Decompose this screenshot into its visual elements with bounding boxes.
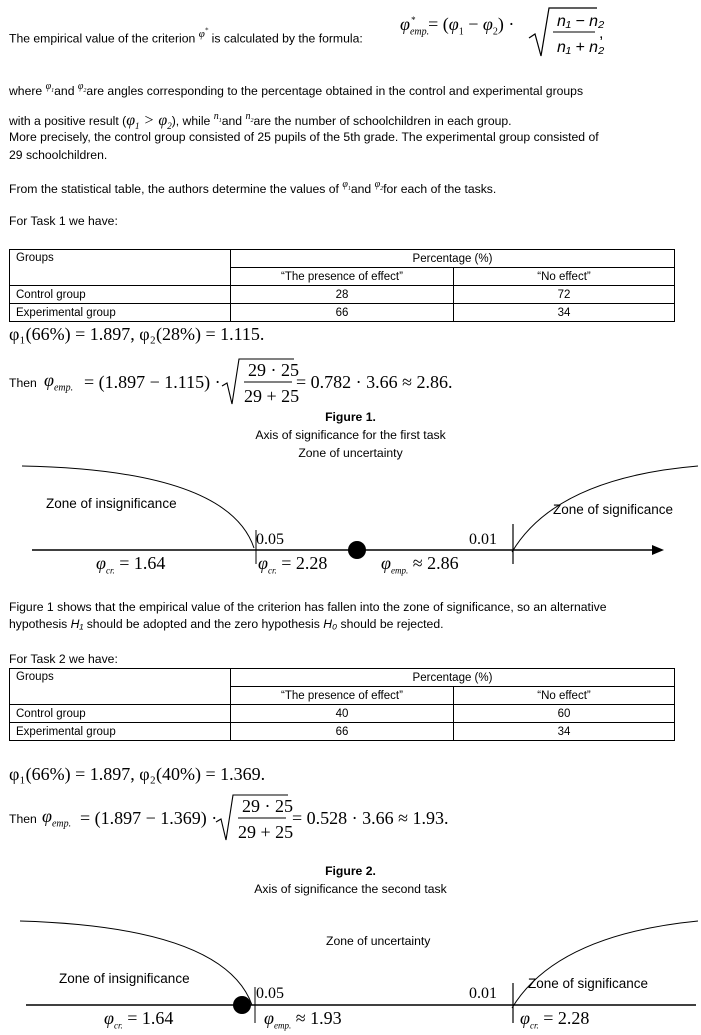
significance-label: Zone of significance — [528, 976, 649, 991]
percentage-header: Percentage (%) — [231, 250, 675, 268]
intro-text: is calculated by the formula: — [211, 31, 363, 46]
table-row — [10, 250, 675, 268]
phi-emp-label: $\varphi_{emp.} \approx 2.86$ — [381, 553, 459, 576]
phi-cr-164: $\varphi_{cr.} = 1.64$ — [104, 1008, 174, 1031]
h1-symbol: H₁ — [70, 617, 84, 631]
figure2-subtitle: Axis of significance the second task — [254, 882, 447, 896]
significance-curve — [512, 921, 698, 1008]
group-cell: Experimental group — [10, 304, 231, 322]
phi-cr-value: = 2.28 — [543, 1008, 590, 1028]
phi-cr-228: $\varphi_{cr.} = 2.28$ — [520, 1008, 590, 1031]
intro-line-1 — [9, 26, 363, 46]
n1-symbol: n1 — [213, 111, 222, 124]
p001-label: 0.01 — [469, 985, 497, 1002]
axis-arrowhead — [652, 545, 664, 555]
effect-cell: 66 — [231, 723, 454, 741]
task2-calc-right: = 0.528 · 3.66 ≈ 1.93. — [292, 808, 449, 828]
phi-inequality: $\varphi_1 > \varphi_2$ — [126, 112, 172, 132]
p001-label: 0.01 — [469, 531, 497, 548]
table-row — [10, 286, 675, 304]
intro-line-4: More precisely, the control group consisted of 25 pupils of the 5th grade. The experimental group consisted of — [9, 130, 599, 144]
table-row — [10, 705, 675, 723]
task2-phi-values: φ₁(66%) = 1.897, φ₂(40%) = 1.369. — [9, 764, 266, 784]
task1-then: Then — [9, 376, 37, 390]
empirical-point — [348, 541, 366, 559]
table-row — [10, 304, 675, 322]
no-effect-cell: 34 — [454, 723, 675, 741]
formula-sqrt — [527, 4, 607, 60]
no-effect-cell: 72 — [454, 286, 675, 304]
figure1-explanation-2: hypothesis H₁ should be adopted and the zero hypothesis H₀ should be rejected. — [9, 617, 444, 631]
task1-frac-num: 29 · 25 — [248, 360, 299, 380]
group-cell: Control group — [10, 286, 231, 304]
insignificance-label: Zone of insignificance — [46, 496, 177, 511]
task2-calc-left: = (1.897 − 1.369) · — [80, 808, 218, 828]
phi1-symbol: φ1 — [342, 179, 351, 192]
task1-table — [9, 249, 675, 322]
task2-heading: For Task 2 we have: — [9, 652, 118, 666]
group-cell: Experimental group — [10, 723, 231, 741]
empirical-point — [233, 996, 251, 1014]
phi-cr-164: $\varphi_{cr.} = 1.64$ — [96, 553, 166, 576]
p005-label: 0.05 — [256, 985, 284, 1002]
figure2-title: Figure 2. — [325, 864, 376, 878]
task2-then: Then — [9, 812, 37, 826]
figure1-uncertainty: Zone of uncertainty — [298, 446, 403, 460]
task1-calc-left: = (1.897 − 1.115) · — [84, 372, 221, 392]
figure1-subtitle: Axis of significance for the first task — [255, 428, 446, 442]
percentage-header: Percentage (%) — [231, 669, 675, 687]
intro-line-3: with a positive result $(\varphi_1 > \varphi_2)$, while $^{n_1}$and $^{n_2}$are the number of schoolchildren in each group. — [9, 111, 512, 132]
effect-cell: 40 — [231, 705, 454, 723]
figure2-uncertainty: Zone of uncertainty — [326, 934, 431, 948]
task2-phi-emp: $\varphi_{emp.}$ — [42, 806, 72, 830]
col-effect: “The presence of effect” — [231, 268, 454, 286]
phi-emp-value: ≈ 1.93 — [295, 1008, 342, 1028]
main-formula: $\varphi_{emp.}^* = (\varphi_1 - \varphi_2)$ · — [400, 14, 515, 38]
svg-text:n₁ + n₂: n₁ + n₂ — [557, 39, 605, 56]
task2-frac-num: 29 · 25 — [242, 796, 293, 816]
phi2-symbol: φ2 — [77, 81, 87, 94]
task2-table — [9, 668, 675, 741]
figure1-explanation-1: Figure 1 shows that the empirical value of the criterion has fallen into the zone of significance, so an alternative — [9, 600, 607, 614]
task1-calc-right: = 0.782 · 3.66 ≈ 2.86. — [296, 372, 453, 392]
table-row — [10, 723, 675, 741]
phi2-symbol: φ2 — [374, 179, 384, 192]
intro-line-5: 29 schoolchildren. — [9, 148, 108, 162]
phi-emp-value: ≈ 2.86 — [412, 553, 459, 573]
phi-cr-value: = 1.64 — [119, 553, 166, 573]
task1-phi-emp: $\varphi_{emp.}$ — [44, 370, 74, 394]
intro-line-2: where $^{\varphi_1}$and $^{\varphi_2}$are angles corresponding to the percentage obtained in the control and experimental groups — [9, 81, 584, 98]
col-effect: “The presence of effect” — [231, 687, 454, 705]
svg-text:,: , — [599, 25, 604, 42]
phi-emp-label: $\varphi_{emp.} \approx 1.93$ — [264, 1008, 342, 1031]
phi-symbol: φ* — [198, 26, 209, 40]
figure1-title: Figure 1. — [325, 410, 376, 424]
n2-symbol: n2 — [245, 111, 254, 124]
phi-cr-value: = 2.28 — [281, 553, 328, 573]
significance-label: Zone of significance — [553, 502, 674, 517]
col-no-effect: “No effect” — [454, 687, 675, 705]
col-no-effect: “No effect” — [454, 268, 675, 286]
intro-text: The empirical value of the criterion — [9, 31, 196, 46]
group-cell: Control group — [10, 705, 231, 723]
task1-frac-den: 29 + 25 — [244, 386, 300, 406]
task1-heading: For Task 1 we have: — [9, 214, 118, 228]
insignificance-curve — [20, 921, 252, 1005]
effect-cell: 66 — [231, 304, 454, 322]
task2-frac-den: 29 + 25 — [238, 822, 294, 842]
groups-header: Groups — [10, 250, 231, 286]
table-row — [10, 669, 675, 687]
h0-symbol: H₀ — [323, 617, 338, 631]
no-effect-cell: 34 — [454, 304, 675, 322]
effect-cell: 28 — [231, 286, 454, 304]
phi1-symbol: φ1 — [45, 81, 55, 94]
phi-cr-228: $\varphi_{cr.} = 2.28$ — [258, 553, 328, 576]
groups-header: Groups — [10, 669, 231, 705]
no-effect-cell: 60 — [454, 705, 675, 723]
intro-line-6: From the statistical table, the authors determine the values of $^{\varphi_1}$and $^{\varphi_2}$for each of the tasks. — [9, 179, 497, 196]
phi-cr-value: = 1.64 — [127, 1008, 174, 1028]
task1-phi-values: φ₁(66%) = 1.897, φ₂(28%) = 1.115. — [9, 324, 265, 344]
svg-text:n₁ − n₂: n₁ − n₂ — [557, 13, 605, 30]
insignificance-label: Zone of insignificance — [59, 971, 190, 986]
p005-label: 0.05 — [256, 531, 284, 548]
